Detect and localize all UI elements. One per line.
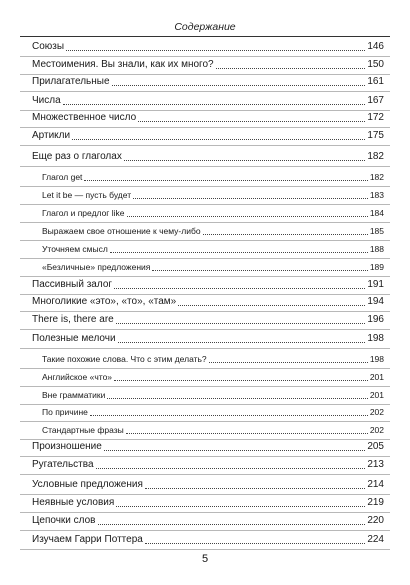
toc-entry-title: There is, there are: [32, 314, 114, 325]
toc-dot-leader: [90, 415, 368, 416]
toc-entry-title: Стандартные фразы: [42, 425, 124, 435]
toc-entry[interactable]: [32, 332, 384, 346]
toc-entry-title: Цепочки слов: [32, 515, 96, 526]
toc-subentry[interactable]: [42, 206, 384, 220]
toc-entry[interactable]: [32, 496, 384, 510]
toc-entry-title: Глагол get: [42, 172, 83, 182]
toc-dot-leader: [66, 50, 365, 51]
toc-entry-page: 202: [369, 425, 384, 435]
toc-entry-title: Прилагательные: [32, 76, 110, 87]
toc-entry-page: 198: [367, 333, 384, 344]
page-header-title: Содержание: [174, 21, 236, 33]
toc-entry[interactable]: [32, 150, 384, 164]
toc-entry-page: 184: [369, 208, 384, 218]
toc-entry-page: 161: [367, 76, 384, 87]
toc-entry-page: 201: [369, 372, 384, 382]
toc-entry[interactable]: [32, 478, 384, 492]
toc-entry[interactable]: [32, 533, 384, 547]
toc-entry-title: Условные предложения: [32, 479, 143, 490]
toc-entry-title: Множественное число: [32, 112, 137, 123]
toc-entry-title: Полезные мелочи: [32, 333, 116, 344]
toc-row-divider: [20, 329, 390, 330]
toc-entry-title: Ругательства: [32, 459, 94, 470]
toc-entry[interactable]: [32, 440, 384, 454]
toc-entry-title: Пассивный залог: [32, 279, 113, 290]
toc-subentry[interactable]: [42, 370, 384, 384]
toc-dot-leader: [152, 270, 367, 271]
toc-row-divider: [20, 204, 390, 205]
toc-entry-page: 224: [367, 534, 384, 545]
toc-dot-leader: [145, 543, 366, 544]
toc-row-divider: [20, 186, 390, 187]
toc-dot-leader: [98, 524, 366, 525]
toc-entry-title: Произношение: [32, 441, 102, 452]
toc-dot-leader: [104, 450, 365, 451]
toc-subentry[interactable]: [42, 170, 384, 184]
toc-row-divider: [20, 348, 390, 349]
toc-entry-page: 191: [367, 279, 384, 290]
toc-entry-title: «Безличные» предложения: [42, 262, 151, 272]
toc-entry-page: 182: [369, 172, 384, 182]
toc-dot-leader: [116, 506, 365, 507]
toc-entry[interactable]: [32, 40, 384, 54]
toc-row-divider: [20, 456, 390, 457]
toc-dot-leader: [127, 216, 368, 217]
toc-entry[interactable]: [32, 295, 384, 309]
toc-entry-title: Let it be — пусть будет: [42, 190, 132, 200]
toc-entry-title: Выражаем свое отношение к чему-либо: [42, 226, 201, 236]
toc-entry[interactable]: [32, 514, 384, 528]
toc-entry-page: 185: [369, 226, 384, 236]
toc-entry-page: 189: [369, 262, 384, 272]
toc-entry-page: 196: [367, 314, 384, 325]
toc-entry-title: Союзы: [32, 41, 65, 52]
toc-dot-leader: [124, 160, 365, 161]
toc-entry-page: 167: [367, 95, 384, 106]
toc-subentry[interactable]: [42, 388, 384, 402]
toc-row-divider: [20, 549, 390, 550]
toc-entry-page: 183: [369, 190, 384, 200]
toc-row-divider: [20, 258, 390, 259]
toc-row-divider: [20, 91, 390, 92]
toc-entry-title: Глагол и предлог like: [42, 208, 125, 218]
toc-entry-title: Такие похожие слова. Что с этим делать?: [42, 354, 207, 364]
toc-entry-page: 198: [369, 354, 384, 364]
toc-row-divider: [20, 240, 390, 241]
toc-dot-leader: [209, 362, 368, 363]
toc-dot-leader: [216, 68, 366, 69]
toc-row-divider: [20, 311, 390, 312]
toc-dot-leader: [112, 85, 366, 86]
toc-entry-page: 150: [367, 59, 384, 70]
toc-dot-leader: [96, 468, 366, 469]
toc-entry[interactable]: [32, 58, 384, 72]
toc-entry[interactable]: [32, 278, 384, 292]
toc-dot-leader: [133, 198, 368, 199]
page-number: 5: [201, 553, 209, 565]
toc-entry-title: Неявные условия: [32, 497, 115, 508]
toc-entry-title: Еще раз о глаголах: [32, 151, 122, 162]
toc-entry-page: 194: [367, 296, 384, 307]
toc-row-divider: [20, 386, 390, 387]
toc-entry-title: Местоимения. Вы знали, как их много?: [32, 59, 214, 70]
toc-entry-page: 202: [369, 407, 384, 417]
toc-entry-title: Многоликие «это», «то», «там»: [32, 296, 177, 307]
toc-entry-page: 213: [367, 459, 384, 470]
toc-row-divider: [20, 530, 390, 531]
toc-entry[interactable]: [32, 111, 384, 125]
toc-entry-title: Артикли: [32, 130, 71, 141]
toc-row-divider: [20, 145, 390, 146]
toc-entry[interactable]: [32, 129, 384, 143]
toc-subentry[interactable]: [42, 242, 384, 256]
toc-row-divider: [20, 368, 390, 369]
toc-dot-leader: [110, 252, 368, 253]
toc-row-divider: [20, 166, 390, 167]
toc-entry-title: Числа: [32, 95, 61, 106]
toc-row-divider: [20, 421, 390, 422]
toc-row-divider: [20, 56, 390, 57]
toc-dot-leader: [116, 323, 366, 324]
toc-row-divider: [20, 276, 390, 277]
toc-subentry[interactable]: [42, 405, 384, 419]
toc-row-divider: [20, 474, 390, 475]
toc-row-divider: [20, 512, 390, 513]
toc-dot-leader: [203, 234, 368, 235]
toc-dot-leader: [72, 139, 365, 140]
toc-row-divider: [20, 222, 390, 223]
toc-row-divider: [20, 127, 390, 128]
toc-dot-leader: [145, 488, 365, 489]
toc-entry-page: 182: [367, 151, 384, 162]
toc-entry-title: Английское «что»: [42, 372, 113, 382]
toc-entry-page: 219: [367, 497, 384, 508]
toc-dot-leader: [138, 121, 365, 122]
toc-dot-leader: [63, 104, 366, 105]
toc-entry-page: 201: [369, 390, 384, 400]
toc-subentry[interactable]: [42, 423, 384, 437]
toc-entry[interactable]: [32, 94, 384, 108]
toc-entry-page: 146: [367, 41, 384, 52]
toc-entry[interactable]: [32, 75, 384, 89]
toc-entry-page: 188: [369, 244, 384, 254]
toc-subentry[interactable]: [42, 188, 384, 202]
toc-subentry[interactable]: [42, 260, 384, 274]
toc-entry-page: 172: [367, 112, 384, 123]
toc-dot-leader: [114, 288, 365, 289]
toc-row-divider: [20, 494, 390, 495]
toc-dot-leader: [84, 180, 367, 181]
toc-subentry[interactable]: [42, 352, 384, 366]
toc-entry-page: 214: [367, 479, 384, 490]
toc-entry-title: Изучаем Гарри Поттера: [32, 534, 143, 545]
toc-dot-leader: [118, 342, 366, 343]
toc-entry[interactable]: [32, 313, 384, 327]
toc-dot-leader: [114, 380, 368, 381]
toc-dot-leader: [178, 305, 365, 306]
toc-dot-leader: [107, 398, 367, 399]
toc-entry-page: 220: [367, 515, 384, 526]
toc-entry-page: 205: [367, 441, 384, 452]
toc-entry-title: Вне грамматики: [42, 390, 106, 400]
toc-entry-title: Уточняем смысл: [42, 244, 108, 254]
toc-subentry[interactable]: [42, 224, 384, 238]
toc-entry-title: По причине: [42, 407, 88, 417]
toc-entry-page: 175: [367, 130, 384, 141]
toc-entry[interactable]: [32, 458, 384, 472]
toc-dot-leader: [126, 433, 368, 434]
